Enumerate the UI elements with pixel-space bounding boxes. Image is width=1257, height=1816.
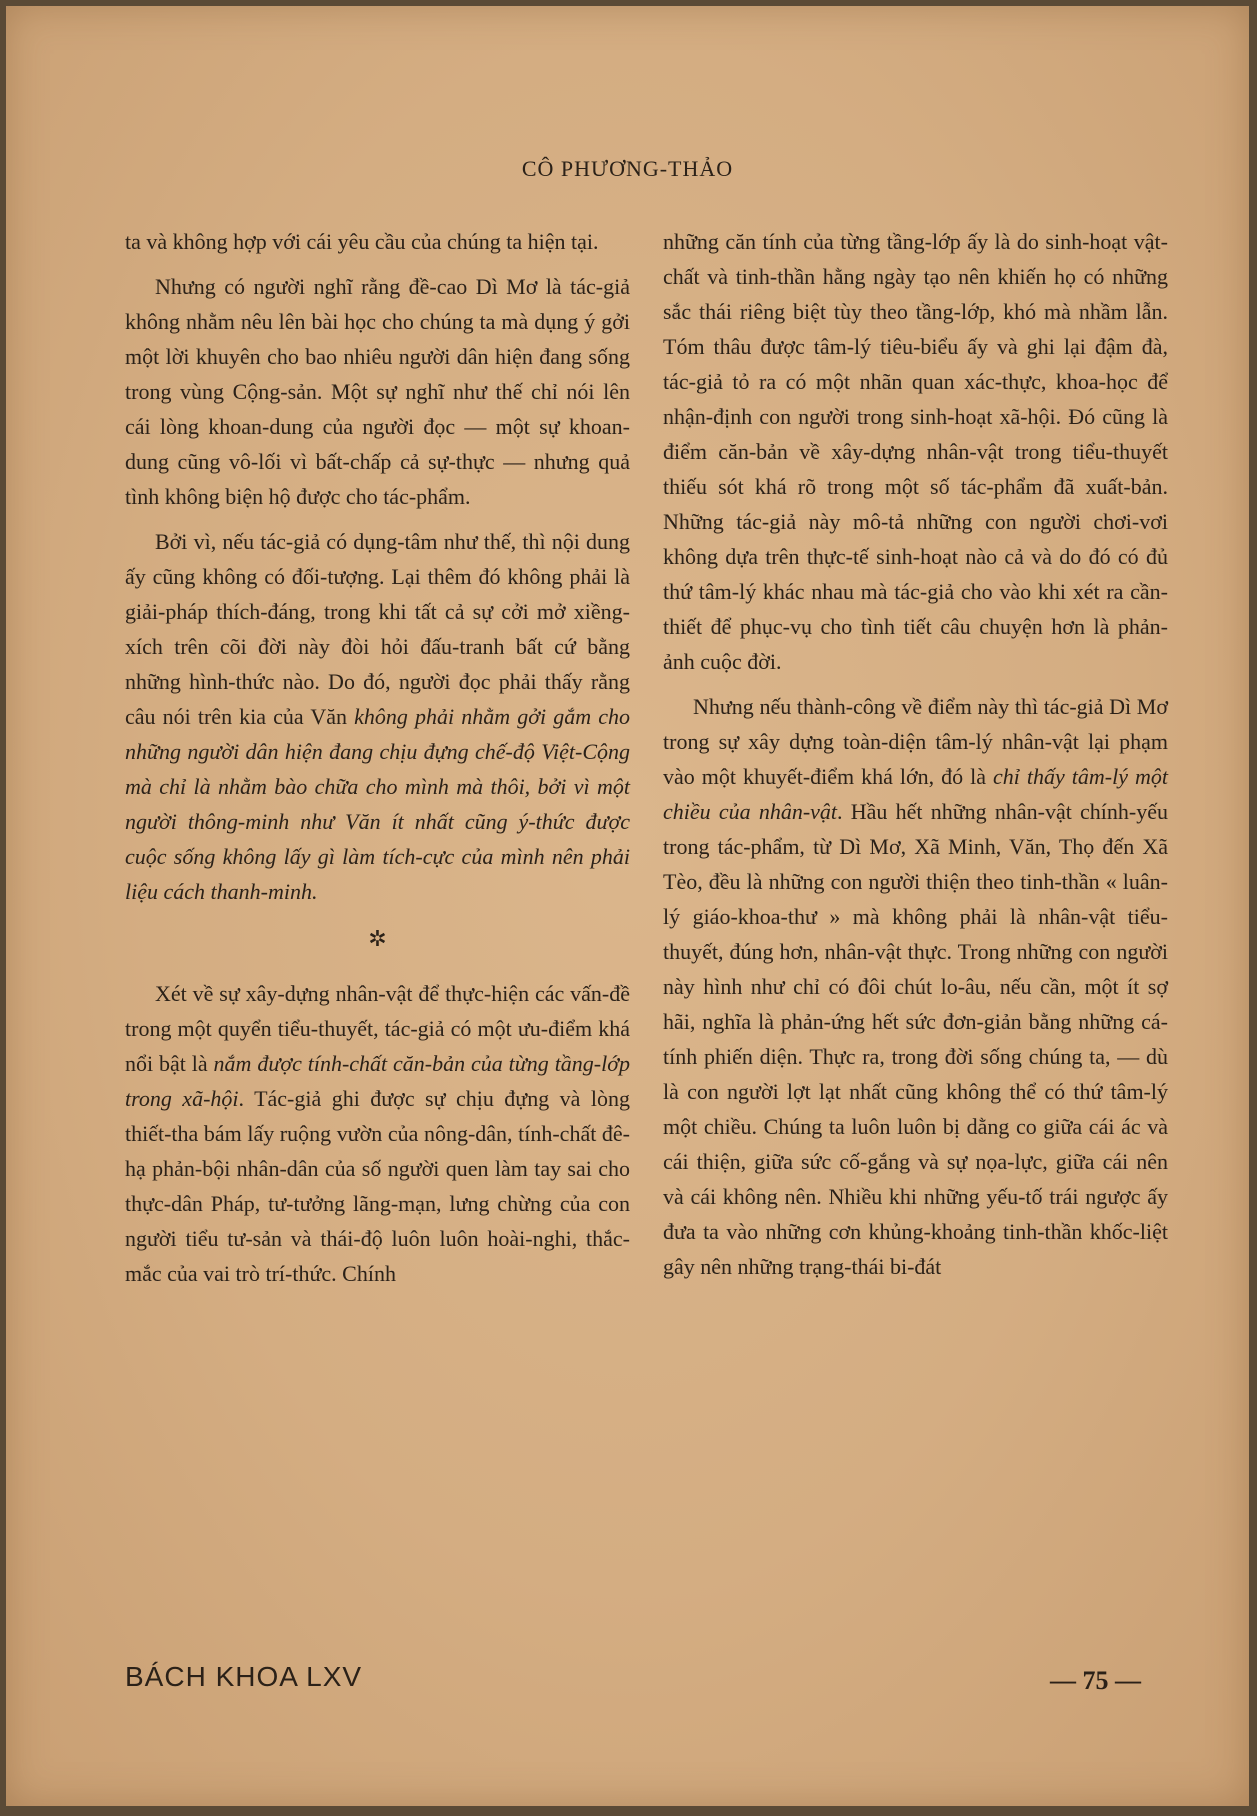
magazine-page [6,6,1249,1806]
paragraph: Nhưng có người nghĩ rằng đề-cao Dì Mơ là tác-giả không nhằm nêu lên bài học cho chúng ta mà dụng ý gởi một lời khuyên cho bao nhiêu người dân hiện đang sống trong vùng Cộng-sản. Một sự nghĩ như thế chỉ nói lên cái lòng khoan-dung của người đọc — một sự khoan-dung cũng vô-lối vì bất-chấp cả sự-thực — nhưng quả tình không biện hộ được cho tác-phẩm. [125,274,630,509]
right-column [663,224,1168,1284]
italic-text: chỉ thấy tâm-lý một chiều của nhân-vật [663,764,1168,824]
paragraph-text: . Tác-giả ghi được sự chịu đựng và lòng thiết-tha bám lấy ruộng vườn của nông-dân, tính-chất đê-hạ phản-bội nhân-dân của số người quen làm tay sai cho thực-dân Pháp, tư-tưởng lãng-mạn, lưng chừng của con người tiểu tư-sản và thái-độ luôn luôn hoài-nghi, thắc-mắc của vai trò trí-thức. Chính [125,1086,630,1286]
page-number: — 75 — [1050,1666,1141,1695]
paragraph [125,976,630,1291]
paragraph-text: . Hầu hết những nhân-vật chính-yếu trong tác-phẩm, từ Dì Mơ, Xã Minh, Văn, Thọ đến Xã Tèo, đều là những con người thiện theo tinh-thần « luân-lý giáo-khoa-thư » mà không phải là nhân-vật tiểu-thuyết, đúng hơn, nhân-vật thực. Trong những con người này hình như chỉ có đôi chút lo-âu, nếu cần, một ít sợ hãi, nghĩa là phản-ứng hết sức đơn-giản bằng những cá-tính phiến diện. Thực ra, trong đời sống chúng ta, — dù là con người lợt lạt nhất cũng không thể có thứ tâm-lý một chiều. Chúng ta luôn luôn bị dằng co giữa cái ác và cái thiện, giữa sức cố-gắng và sự nọa-lực, giữa cái nên và cái không nên. Nhiều khi những yếu-tố trái ngược ấy đưa ta vào những cơn khủng-khoảng tinh-thần khốc-liệt gây nên những trạng-thái bi-đát [663,799,1169,1279]
magazine-name: BÁCH KHOA LXV [125,1661,363,1692]
section-separator-icon: ✲ [368,926,387,951]
paragraph: những căn tính của từng tầng-lớp ấy là do sinh-hoạt vật-chất và tinh-thần hằng ngày tạo nên khiến họ có những sắc thái riêng biệt tùy theo tầng-lớp, khó mà nhầm lẫn. Tóm thâu được tâm-lý tiêu-biểu ấy và ghi lại đậm đà, tác-giả tỏ ra có một nhãn quan xác-thực, khoa-học để nhận-định con người trong sinh-hoạt xã-hội. Đó cũng là điểm căn-bản về xây-dựng nhân-vật trong tiểu-thuyết thiếu sót khá rõ trong một số tác-phẩm đã xuất-bản. Những tác-giả này mô-tả những con người chơi-vơi không dựa trên thực-tế sinh-hoạt nào cả và do đó có đủ thứ tâm-lý khác nhau mà tác-giả cho vào khi xét ra cần-thiết để phục-vụ cho tình tiết câu chuyện hơn là phản-ảnh cuộc đời. [663,229,1168,674]
paragraph-text: Xét về sự xây-dựng nhân-vật để thực-hiện các vấn-đề trong một quyển tiểu-thuyết, tác-giả có một ưu-điểm khá nổi bật là [125,981,630,1076]
paragraph-text: Bởi vì, nếu tác-giả có dụng-tâm như thế, thì nội dung ấy cũng không có đối-tượng. Lại thêm đó không phải là giải-pháp thích-đáng, trong khi tất cả sự cởi mở xiềng-xích trên cõi đời này đòi hỏi đấu-tranh bất cứ bằng những hình-thức nào. Do đó, người đọc phải thấy rằng câu nói trên kia của Văn [125,529,630,729]
paragraph [663,689,1168,1284]
italic-text: không phải nhằm gởi gắm cho những người dân hiện đang chịu đựng chế-độ Việt-Cộng mà chỉ là nhằm bào chữa cho mình mà thôi, bởi vì một người thông-minh như Văn ít nhất cũng ý-thức được cuộc sống không lấy gì làm tích-cực của mình nên phải liệu cách thanh-minh. [125,704,630,904]
paragraph: ta và không hợp với cái yêu cầu của chúng ta hiện tại. [125,229,599,254]
paragraph-text: Nhưng nếu thành-công về điểm này thì tác-giả Dì Mơ trong sự xây dựng toàn-diện tâm-lý nhân-vật lại phạm vào một khuyết-điểm khá lớn, đó là [663,694,1168,789]
italic-text: nắm được tính-chất căn-bản của từng tầng-lớp trong xã-hội [125,1051,630,1111]
running-head: CÔ PHƯƠNG-THẢO [521,156,734,181]
left-column [125,224,630,1291]
paragraph [125,524,630,909]
